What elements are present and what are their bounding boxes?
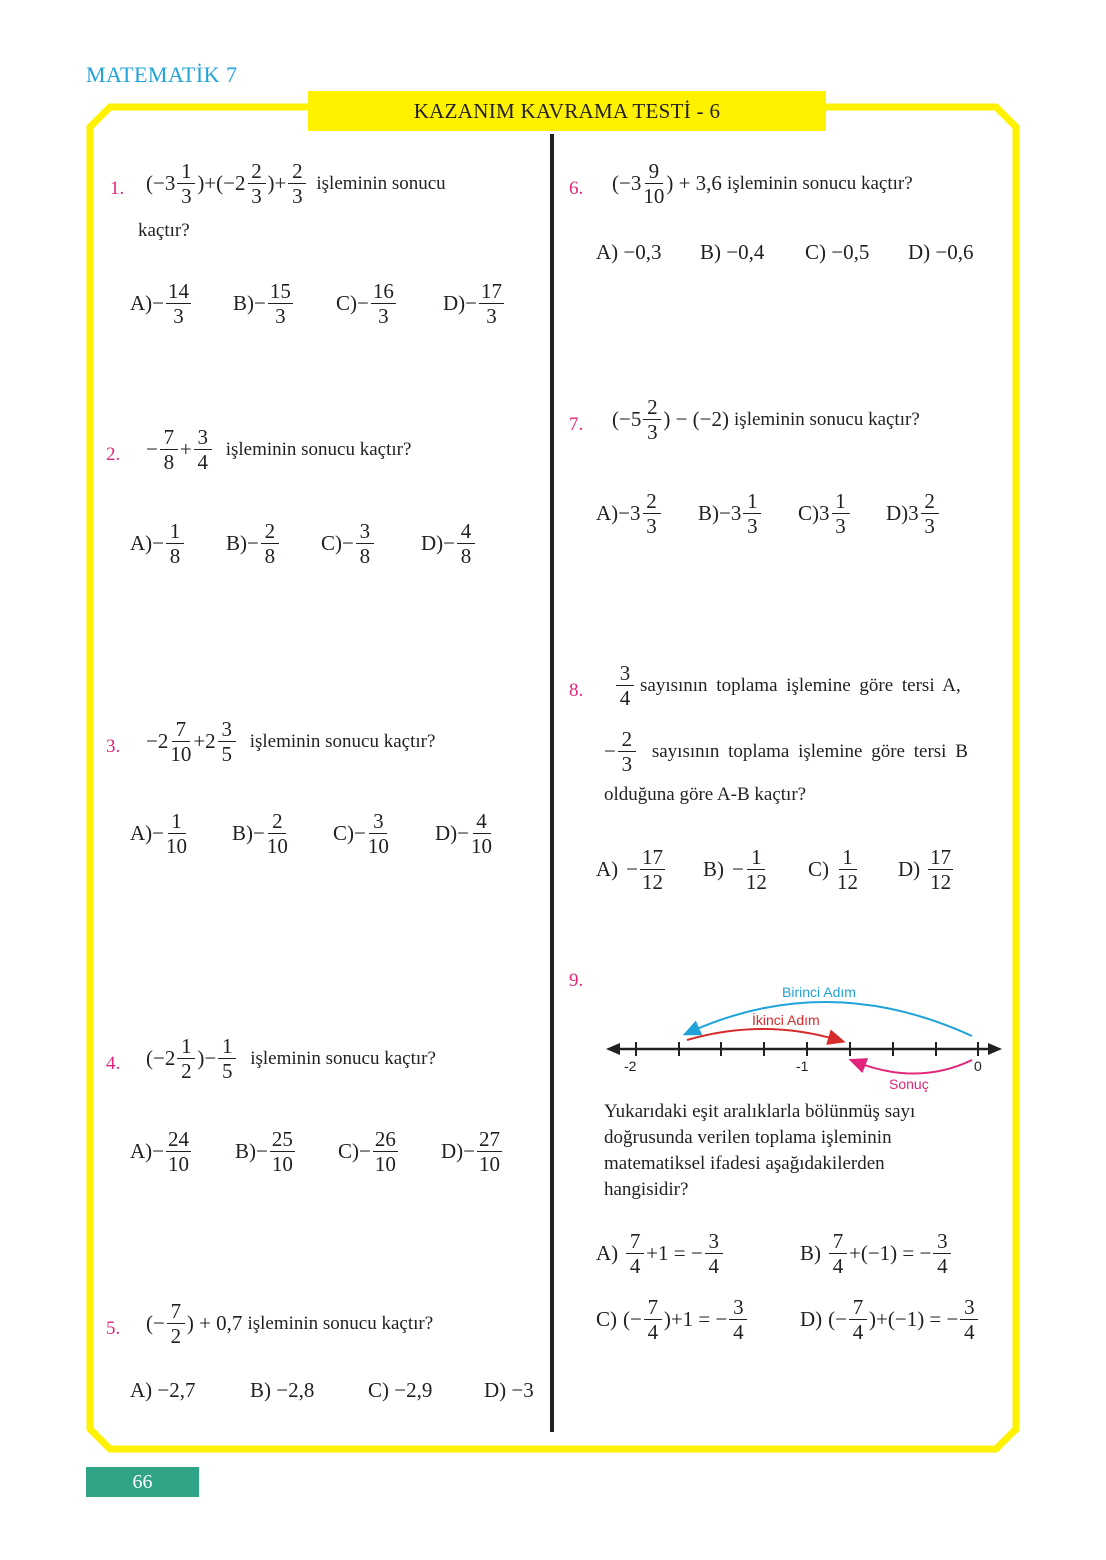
choice-c[interactable]: C) 3 $\frac{1}{3}$: [798, 490, 852, 537]
choice-c[interactable]: C) − $\frac{26}{10}$: [338, 1127, 396, 1177]
question-text: işleminin sonucu kaçtır?: [247, 1312, 434, 1334]
question-number: 4.: [106, 1053, 121, 1074]
choice-letter: B): [235, 1139, 256, 1164]
question-number: 1.: [110, 178, 125, 199]
question-6-expression: (−3 $\frac{9}{10}$ ) + 3,6 işleminin sonucu kaçtır?: [612, 159, 913, 209]
choice-letter: B): [233, 291, 254, 316]
choice-d[interactable]: D) − $\frac{17}{3}$: [443, 279, 503, 329]
choice-letter: D): [800, 1307, 823, 1332]
choice-b[interactable]: B) −0,4: [700, 240, 765, 264]
question-number: 6.: [569, 178, 584, 199]
choice-c[interactable]: C) − $\frac{3}{10}$: [333, 809, 389, 859]
choice-letter: D): [898, 857, 921, 882]
choice-letter: A): [596, 857, 619, 882]
choice-b[interactable]: B) − $\frac{25}{10}$: [235, 1127, 293, 1177]
choice-d[interactable]: D) − $\frac{4}{10}$: [435, 809, 493, 859]
choice-letter: D): [435, 821, 458, 846]
choice-a[interactable]: A) − $\frac{17}{12}$: [596, 845, 664, 895]
choice-letter: D): [886, 501, 909, 526]
choice-b[interactable]: B) $\frac{7}{4}$ +(−1) = − $\frac{3}{4}$: [800, 1230, 953, 1277]
choice-a[interactable]: A) −0,3: [596, 240, 662, 264]
question-number: 7.: [569, 414, 584, 435]
question-text: işleminin sonucu kaçtır?: [734, 408, 920, 430]
right-arrow-head: [988, 1043, 1002, 1055]
choice-a[interactable]: A) −3 $\frac{2}{3}$: [596, 490, 663, 537]
test-title-banner: KAZANIM KAVRAMA TESTİ - 6: [308, 91, 826, 131]
choice-letter: C): [338, 1139, 359, 1164]
choice-letter: B): [698, 501, 719, 526]
choice-a[interactable]: A) − $\frac{24}{10}$: [130, 1127, 190, 1177]
question-7-expression: (−5 $\frac{2}{3}$ ) − (−2) işleminin sonucu kaçtır?: [612, 395, 920, 445]
question-text: sayısının toplama işlemine göre tersi B: [651, 740, 968, 762]
subject-title: MATEMATİK 7: [86, 62, 238, 87]
second-step-label: İkinci Adım: [752, 1012, 820, 1028]
choice-letter: C): [336, 291, 357, 316]
choice-c[interactable]: C) − $\frac{16}{3}$: [336, 279, 394, 329]
tick-label-minus-one: -1: [796, 1058, 809, 1074]
question-text: olduğuna göre A-B kaçtır?: [604, 784, 807, 805]
question-text: işleminin sonucu kaçtır?: [250, 1047, 436, 1069]
choice-letter: A): [596, 501, 619, 526]
tick-label-minus-two: -2: [624, 1058, 637, 1074]
choice-letter: C): [596, 1307, 617, 1332]
question-text: işleminin sonucu kaçtır?: [225, 438, 412, 460]
choice-a[interactable]: A) − $\frac{14}{3}$: [130, 279, 190, 329]
choice-d[interactable]: D) − $\frac{4}{8}$: [421, 520, 477, 567]
choice-a[interactable]: A) −2,7: [130, 1378, 196, 1402]
first-step-label: Birinci Adım: [782, 984, 856, 1000]
question-text: sayısının toplama işlemine göre tersi A,: [640, 674, 961, 696]
choice-letter: B): [232, 821, 253, 846]
question-8-line-1: $\frac{3}{4}$ sayısının toplama işlemine göre tersi A,: [614, 662, 961, 709]
choice-b[interactable]: B) −2,8: [250, 1378, 315, 1402]
question-text: işleminin sonucu kaçtır?: [726, 172, 913, 194]
choice-letter: C): [798, 501, 819, 526]
result-label: Sonuç: [889, 1076, 929, 1092]
choice-b[interactable]: B) − $\frac{2}{8}$: [226, 520, 281, 567]
choice-d[interactable]: D) 3 $\frac{2}{3}$: [886, 490, 941, 537]
choice-letter: A): [130, 291, 153, 316]
choice-c[interactable]: C) $\frac{1}{12}$: [808, 845, 858, 895]
question-number: 5.: [106, 1318, 121, 1339]
question-number: 8.: [569, 680, 584, 701]
choice-b[interactable]: B) − $\frac{2}{10}$: [232, 809, 288, 859]
choice-letter: A): [130, 531, 153, 556]
left-arrow-head: [606, 1043, 620, 1055]
choice-b[interactable]: B) − $\frac{15}{3}$: [233, 279, 291, 329]
page-number: 66: [86, 1467, 199, 1497]
choice-letter: B): [703, 857, 724, 882]
question-4-expression: (−2 $\frac{1}{2}$ )− $\frac{1}{5}$ işleminin sonucu kaçtır?: [146, 1034, 436, 1084]
choice-letter: A): [130, 1139, 153, 1164]
tick-label-zero: 0: [974, 1058, 982, 1074]
question-number: 9.: [569, 970, 584, 991]
choice-b[interactable]: B) −3 $\frac{1}{3}$: [698, 490, 763, 537]
choice-c[interactable]: C) −0,5: [805, 240, 870, 264]
question-text-line: doğrusunda verilen toplama işleminin: [604, 1127, 892, 1148]
choice-c[interactable]: C) −2,9: [368, 1378, 433, 1402]
choice-letter: D): [441, 1139, 464, 1164]
choice-a[interactable]: A) − $\frac{1}{8}$: [130, 520, 186, 567]
question-5-expression: (− $\frac{7}{2}$ ) + 0,7 işleminin sonucu kaçtır?: [146, 1299, 434, 1349]
question-text-line: Yukarıdaki eşit aralıklarla bölünmüş sayı: [604, 1101, 916, 1122]
choice-c[interactable]: C) (− $\frac{7}{4}$ )+1 = − $\frac{3}{4}$: [596, 1296, 749, 1343]
choice-letter: C): [808, 857, 829, 882]
choice-letter: C): [333, 821, 354, 846]
choice-d[interactable]: D) (− $\frac{7}{4}$ )+(−1) = − $\frac{3}{4}$: [800, 1296, 980, 1343]
question-text: işleminin sonucu kaçtır?: [249, 730, 436, 752]
choice-d[interactable]: D) −0,6: [908, 240, 974, 264]
choice-b[interactable]: B) − $\frac{1}{12}$: [703, 845, 767, 895]
choice-letter: B): [226, 531, 247, 556]
choice-letter: A): [596, 1241, 619, 1266]
question-text: kaçtır?: [138, 220, 190, 241]
choice-c[interactable]: C) − $\frac{3}{8}$: [321, 520, 376, 567]
question-2-expression: − $\frac{7}{8}$ + $\frac{3}{4}$ işleminin sonucu kaçtır?: [146, 425, 412, 475]
result-arrow: [856, 1060, 972, 1074]
question-8-line-2: − $\frac{2}{3}$ sayısının toplama işlemine göre tersi B: [604, 727, 968, 777]
choice-a[interactable]: A) $\frac{7}{4}$ +1 = − $\frac{3}{4}$: [596, 1230, 725, 1277]
question-number: 3.: [106, 736, 121, 757]
question-number: 2.: [106, 444, 121, 465]
question-text-line: hangisidir?: [604, 1179, 689, 1200]
choice-d[interactable]: D) $\frac{17}{12}$: [898, 845, 952, 895]
question-text-line: matematiksel ifadesi aşağıdakilerden: [604, 1153, 885, 1174]
choice-d[interactable]: D) − $\frac{27}{10}$: [441, 1127, 501, 1177]
choice-letter: B): [800, 1241, 821, 1266]
question-text: işleminin sonucu: [316, 172, 446, 194]
choice-letter: A): [130, 821, 153, 846]
choice-d[interactable]: D) −3: [484, 1378, 534, 1402]
choice-letter: D): [443, 291, 466, 316]
choice-a[interactable]: A) − $\frac{1}{10}$: [130, 809, 188, 859]
choice-letter: C): [321, 531, 342, 556]
second-step-arrow: [687, 1029, 838, 1040]
question-9-text: [604, 1099, 915, 1203]
choice-letter: D): [421, 531, 444, 556]
question-1-expression: (−3 $\frac{1}{3}$ )+(−2 $\frac{2}{3}$ )+ $\frac{2}{3}$ işleminin sonucu: [146, 159, 446, 209]
column-divider: [550, 134, 554, 1432]
question-3-expression: −2 $\frac{7}{10}$ +2 $\frac{3}{5}$ işleminin sonucu kaçtır?: [146, 717, 436, 767]
